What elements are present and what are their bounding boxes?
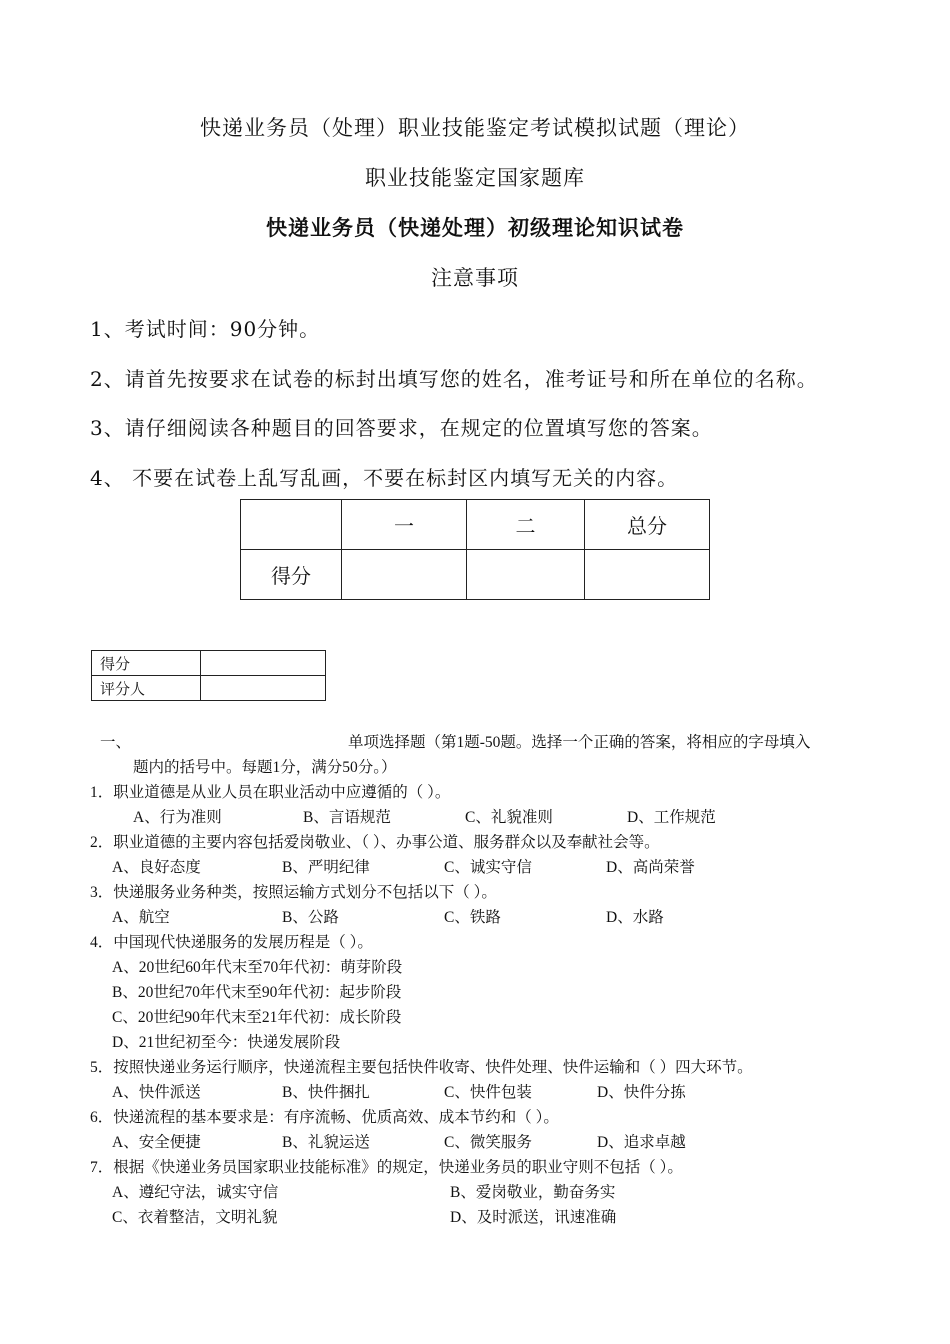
question-text: 3．快递服务业务种类，按照运输方式划分不包括以下（ ）。 bbox=[90, 884, 497, 901]
option-c: C、快件包装 bbox=[444, 1084, 532, 1101]
score-header-cell: 二 bbox=[467, 500, 585, 550]
option-a: A、行为准则 bbox=[133, 809, 222, 826]
question-text: 1．职业道德是从业人员在职业活动中应遵循的（ ）。 bbox=[90, 784, 451, 801]
question-text: 4．中国现代快递服务的发展历程是（ ）。 bbox=[90, 934, 373, 951]
question-text: 5．按照快递业务运行顺序，快递流程主要包括快件收寄、快件处理、快件运输和（ ）四大环节。 bbox=[90, 1059, 753, 1076]
score-cell[interactable] bbox=[467, 550, 585, 600]
score-header-cell: 总分 bbox=[585, 500, 710, 550]
option-b: B、礼貌运送 bbox=[282, 1134, 370, 1151]
score-header-cell bbox=[241, 500, 342, 550]
option-a: A、航空 bbox=[112, 909, 170, 926]
option-c: C、铁路 bbox=[444, 909, 501, 926]
section-instruction: 单项选择题（第1题-50题。选择一个正确的答案，将相应的字母填入 bbox=[348, 734, 811, 751]
question-text: 7．根据《快递业务员国家职业技能标准》的规定，快递业务员的职业守则不包括（ ）。 bbox=[90, 1159, 683, 1176]
rater-label: 得分 bbox=[92, 651, 201, 676]
option-d: D、工作规范 bbox=[627, 809, 716, 826]
option-c: C、微笑服务 bbox=[444, 1134, 532, 1151]
option-d: D、追求卓越 bbox=[597, 1134, 686, 1151]
option-a: A、遵纪守法，诚实守信 bbox=[112, 1184, 279, 1201]
option-b: B、公路 bbox=[282, 909, 339, 926]
option-c: C、20世纪90年代末至21年代初：成长阶段 bbox=[112, 1009, 402, 1026]
option-c: C、诚实守信 bbox=[444, 859, 532, 876]
notice-item: 2、请首先按要求在试卷的标封出填写您的姓名，准考证号和所在单位的名称。 bbox=[90, 367, 818, 391]
question-text: 2．职业道德的主要内容包括爱岗敬业、（ ）、办事公道、服务群众以及奉献社会等。 bbox=[90, 834, 660, 851]
paper-title: 快递业务员（快递处理）初级理论知识试卷 bbox=[266, 215, 684, 240]
option-a: A、20世纪60年代末至70年代初：萌芽阶段 bbox=[112, 959, 403, 976]
option-a: A、良好态度 bbox=[112, 859, 201, 876]
notice-item: 3、请仔细阅读各种题目的回答要求，在规定的位置填写您的答案。 bbox=[90, 416, 713, 440]
score-table bbox=[240, 499, 710, 600]
rater-label: 评分人 bbox=[92, 676, 201, 701]
notice-item: 4、 不要在试卷上乱写乱画，不要在标封区内填写无关的内容。 bbox=[90, 466, 679, 490]
rater-cell[interactable] bbox=[201, 651, 326, 676]
section-number: 一、 bbox=[100, 734, 132, 751]
option-a: A、安全便捷 bbox=[112, 1134, 201, 1151]
notice-heading: 注意事项 bbox=[431, 266, 519, 290]
rater-table bbox=[91, 650, 326, 701]
option-c: C、礼貌准则 bbox=[465, 809, 553, 826]
section-instruction-cont: 题内的括号中。每题1分，满分50分。） bbox=[133, 759, 397, 776]
option-a: A、快件派送 bbox=[112, 1084, 201, 1101]
option-d: D、21世纪初至今：快递发展阶段 bbox=[112, 1034, 341, 1051]
document-title: 快递业务员（处理）职业技能鉴定考试模拟试题（理论） bbox=[200, 116, 750, 140]
option-b: B、20世纪70年代末至90年代初：起步阶段 bbox=[112, 984, 402, 1001]
option-d: D、高尚荣誉 bbox=[606, 859, 695, 876]
question-text: 6．快递流程的基本要求是：有序流畅、优质高效、成本节约和（ ）。 bbox=[90, 1109, 559, 1126]
option-b: B、严明纪律 bbox=[282, 859, 370, 876]
document-subtitle: 职业技能鉴定国家题库 bbox=[365, 166, 585, 190]
option-d: D、水路 bbox=[606, 909, 664, 926]
score-row-label: 得分 bbox=[241, 550, 342, 600]
option-b: B、言语规范 bbox=[303, 809, 391, 826]
rater-cell[interactable] bbox=[201, 676, 326, 701]
score-header-cell: 一 bbox=[342, 500, 467, 550]
notice-item: 1、考试时间：90分钟。 bbox=[90, 317, 321, 341]
score-cell[interactable] bbox=[342, 550, 467, 600]
option-b: B、快件捆扎 bbox=[282, 1084, 370, 1101]
score-cell[interactable] bbox=[585, 550, 710, 600]
option-c: C、衣着整洁，文明礼貌 bbox=[112, 1209, 278, 1226]
option-d: D、快件分拣 bbox=[597, 1084, 686, 1101]
option-b: B、爱岗敬业，勤奋务实 bbox=[450, 1184, 616, 1201]
option-d: D、及时派送，讯速准确 bbox=[450, 1209, 617, 1226]
